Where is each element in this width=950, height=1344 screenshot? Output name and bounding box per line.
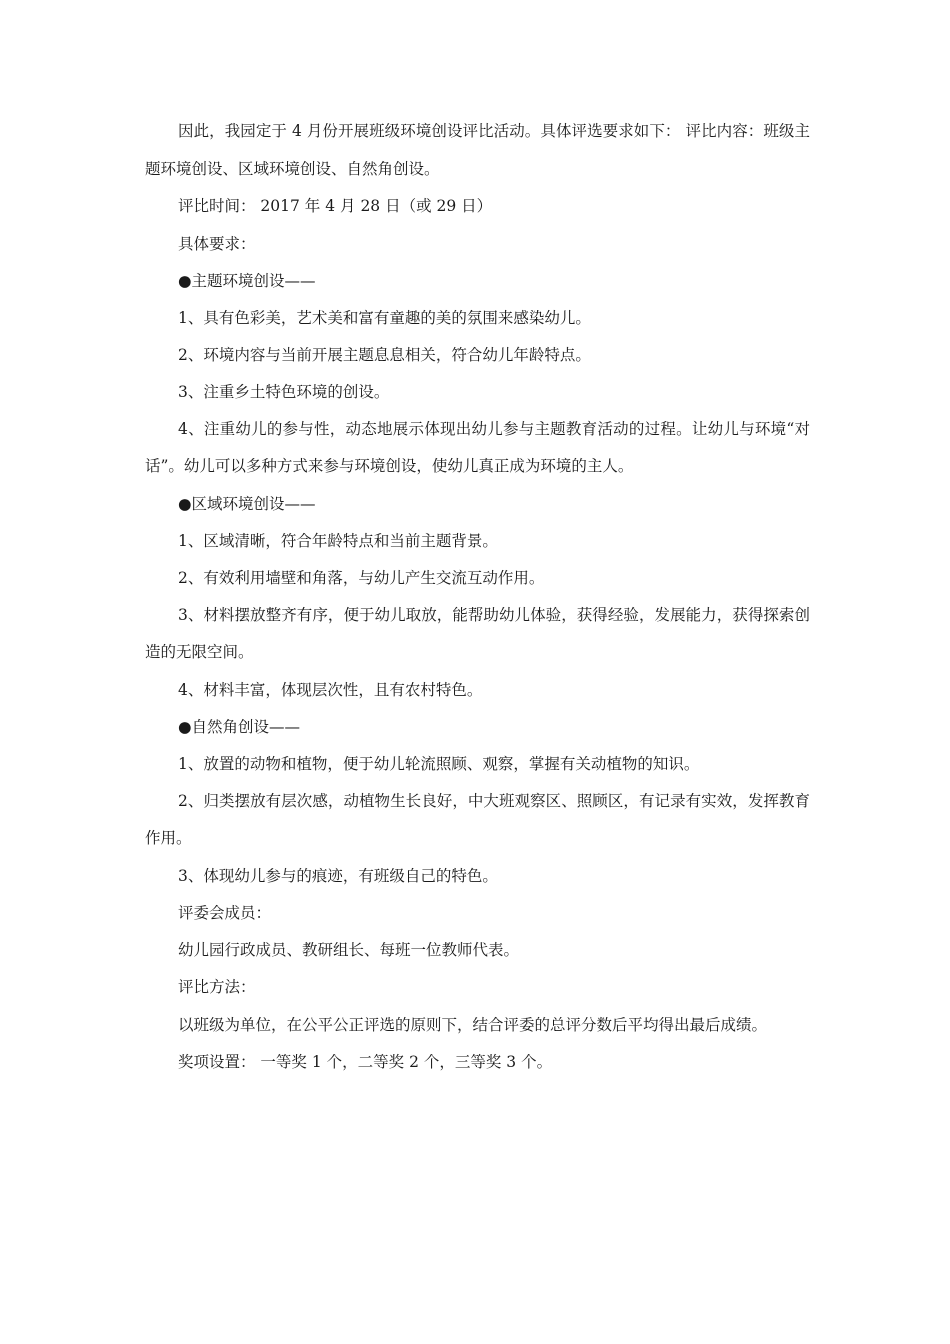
area-item-4: 4、材料丰富，体现层次性，且有农村特色。 (178, 680, 483, 699)
intro-paragraph: 因此，我园定于 4 月份开展班级环境创设评比活动。具体评选要求如下： 评比内容：班级主题环境创设、区域环境创设、自然角创设。 (145, 122, 810, 178)
theme-item-2: 2、环境内容与当前开展主题息息相关，符合幼儿年龄特点。 (178, 346, 591, 365)
committee-members: 幼儿园行政成员、教研组长、每班一位教师代表。 (178, 941, 520, 960)
requirements-title: 具体要求： (178, 234, 256, 253)
theme-item-4: 4、注重幼儿的参与性，动态地展示体现出幼儿参与主题教育活动的过程。让幼儿与环境“对话”。幼儿可以多种方式来参与环境创设，使幼儿真正成为环境的主人。 (145, 419, 810, 476)
nature-item-3: 3、体现幼儿参与的痕迹，有班级自己的特色。 (178, 866, 498, 885)
area-item-3: 3、材料摆放整齐有序，便于幼儿取放，能帮助幼儿体验，获得经验，发展能力，获得探索创造的无限空间。 (145, 605, 810, 662)
nature-item-1: 1、放置的动物和植物，便于幼儿轮流照顾、观察，掌握有关动植物的知识。 (178, 755, 700, 774)
theme-item-1: 1、具有色彩美，艺术美和富有童趣的美的氛围来感染幼儿。 (178, 308, 591, 327)
committee-title: 评委会成员： (178, 904, 272, 923)
theme-item-3: 3、注重乡土特色环境的创设。 (178, 383, 390, 402)
document-body (145, 120, 810, 1087)
section-heading-area: ●区域环境创设—— (178, 494, 316, 513)
method-title: 评比方法： (178, 978, 256, 997)
evaluation-time: 评比时间： 2017 年 4 月 28 日（或 29 日） (178, 197, 493, 216)
section-heading-theme: ●主题环境创设—— (178, 271, 316, 290)
area-item-1: 1、区域清晰，符合年龄特点和当前主题背景。 (178, 532, 498, 551)
awards-text: 奖项设置： 一等奖 1 个，二等奖 2 个，三等奖 3 个。 (178, 1052, 553, 1071)
method-text: 以班级为单位，在公平公正评选的原则下，结合评委的总评分数后平均得出最后成绩。 (178, 1015, 768, 1034)
nature-item-2: 2、归类摆放有层次感，动植物生长良好，中大班观察区、照顾区，有记录有实效，发挥教育作用。 (145, 791, 810, 848)
section-heading-nature: ●自然角创设—— (178, 718, 301, 737)
area-item-2: 2、有效利用墙壁和角落，与幼儿产生交流互动作用。 (178, 569, 545, 588)
